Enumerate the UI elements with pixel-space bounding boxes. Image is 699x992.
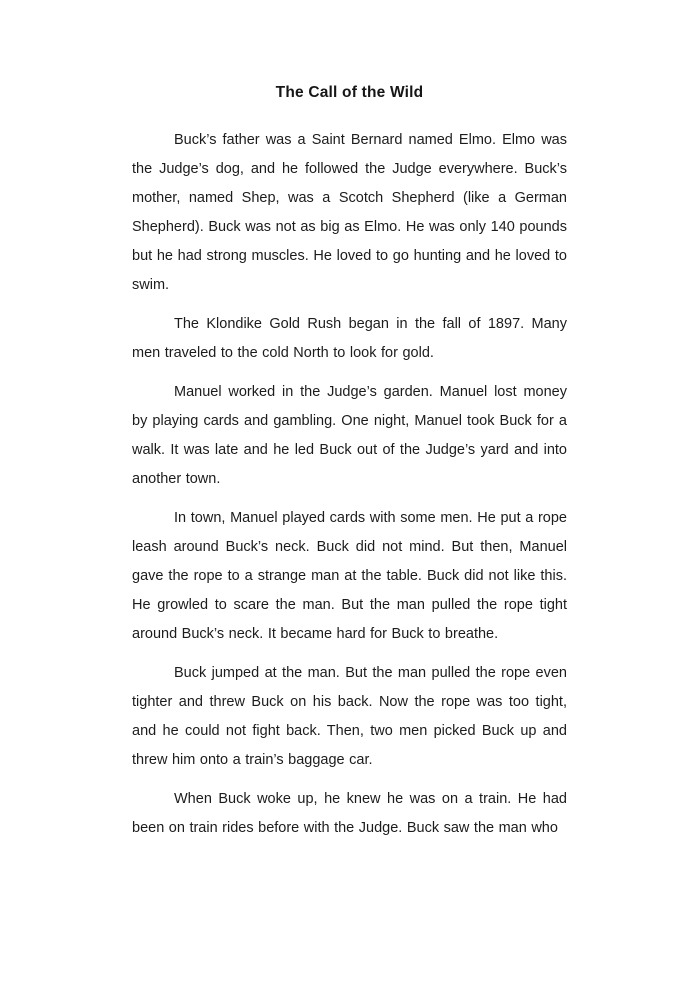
paragraph-1: Buck’s father was a Saint Bernard named Elmo. Elmo was the Judge’s dog, and he followed the Judge everywhere. Buck’s mother, named Shep, was a Scotch Shepherd (like a German Shepherd). Buck was not as big as Elmo. He was only 140 pounds but he had strong muscles. He loved to go hunting and he loved to swim.	[132, 132, 567, 293]
paragraph-5: Buck jumped at the man. But the man pulled the rope even tighter and threw Buck on his back. Now the rope was too tight, and he could not fight back. Then, two men picked Buck up and threw him onto a train’s baggage car.	[132, 665, 567, 768]
paragraph-6: When Buck woke up, he knew he was on a train. He had been on train rides before with the Judge. Buck saw the man who	[132, 791, 567, 836]
document-title: The Call of the Wild	[275, 84, 424, 101]
paragraph-2: The Klondike Gold Rush began in the fall of 1897. Many men traveled to the cold North to look for gold.	[132, 316, 567, 361]
paragraph-4: In town, Manuel played cards with some men. He put a rope leash around Buck’s neck. Buck did not mind. But then, Manuel gave the rope to a strange man at the table. Buck did not like this. He growled to scare the man. But the man pulled the rope tight around Buck’s neck. It became hard for Buck to breathe.	[132, 510, 567, 642]
paragraph-3: Manuel worked in the Judge’s garden. Manuel lost money by playing cards and gambling. One night, Manuel took Buck for a walk. It was late and he led Buck out of the Judge’s yard and into another town.	[132, 384, 567, 487]
